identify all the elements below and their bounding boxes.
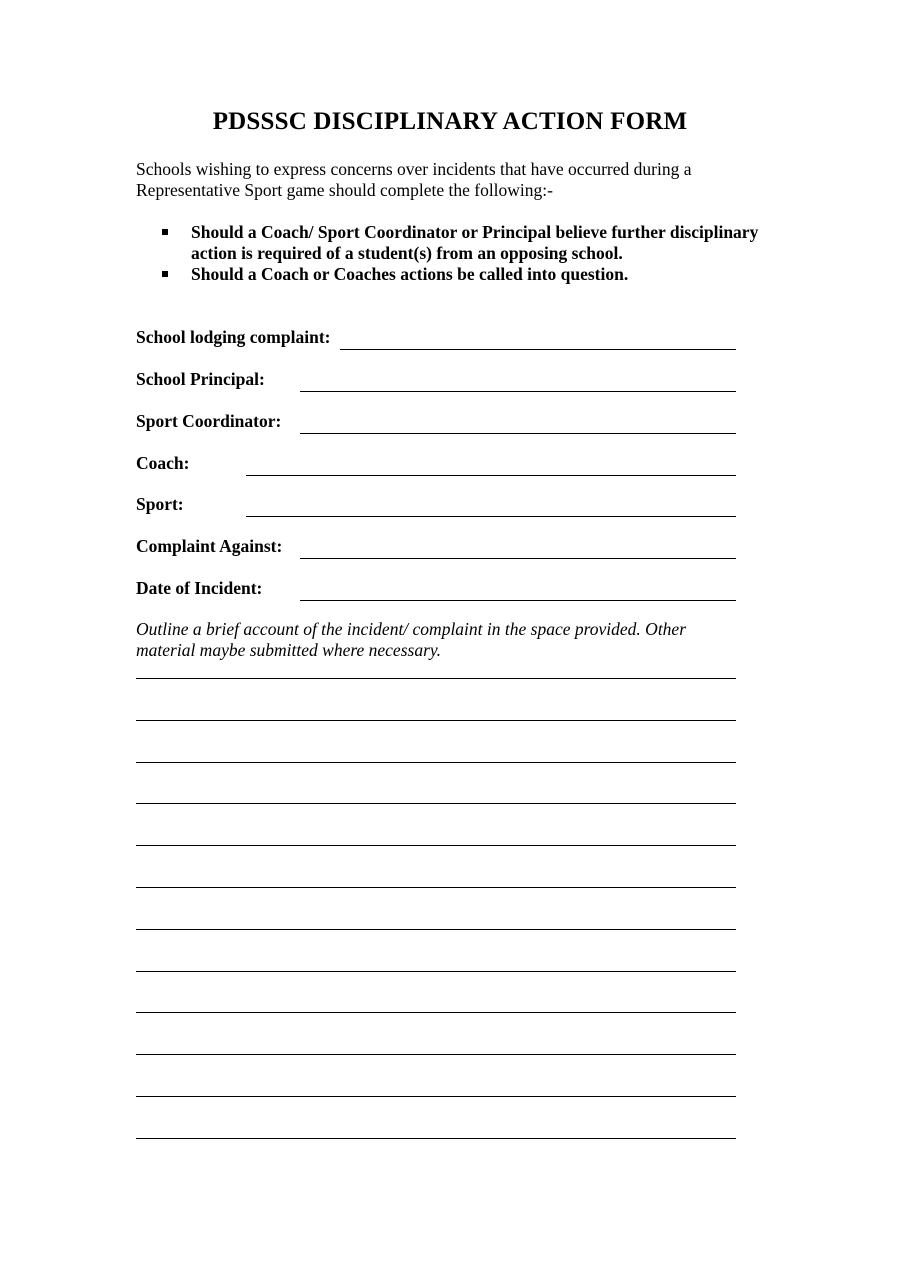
writing-line[interactable] (136, 929, 736, 930)
complaint-against-input-line[interactable] (300, 558, 736, 559)
writing-line[interactable] (136, 971, 736, 972)
school-principal-input-line[interactable] (300, 391, 736, 392)
criteria-text: Should a Coach or Coaches actions be called into question. (191, 264, 629, 284)
square-bullet-icon (162, 229, 168, 235)
coach-field (136, 452, 736, 476)
criteria-text: Should a Coach/ Sport Coordinator or Principal believe further disciplinary action is required of a student(s) from an opposing school. (191, 222, 759, 263)
criteria-item (162, 222, 762, 264)
sport-input-line[interactable] (246, 516, 736, 517)
school-lodging-input-line[interactable] (340, 349, 736, 350)
sport-label: Sport: (136, 494, 184, 514)
complaint-against-field (136, 535, 736, 559)
date-of-incident-label: Date of Incident: (136, 578, 263, 598)
coach-input-line[interactable] (246, 475, 736, 476)
writing-line[interactable] (136, 803, 736, 804)
coach-label: Coach: (136, 453, 190, 473)
sport-coordinator-input-line[interactable] (300, 433, 736, 434)
date-of-incident-input-line[interactable] (300, 600, 736, 601)
intro-paragraph: Schools wishing to express concerns over incidents that have occurred during a Representative Sport game should complete the following:- (136, 159, 692, 200)
sport-coordinator-label: Sport Coordinator: (136, 411, 282, 431)
writing-line[interactable] (136, 762, 736, 763)
school-principal-field (136, 368, 736, 392)
sport-field (136, 493, 736, 517)
writing-line[interactable] (136, 720, 736, 721)
instruction-text: Outline a brief account of the incident/ complaint in the space provided. Other material maybe submitted where necessary. (136, 619, 687, 660)
writing-line[interactable] (136, 1012, 736, 1013)
writing-line[interactable] (136, 1096, 736, 1097)
writing-line[interactable] (136, 1054, 736, 1055)
criteria-list (162, 222, 762, 285)
complaint-against-label: Complaint Against: (136, 536, 283, 556)
criteria-item (162, 264, 762, 285)
school-principal-label: School Principal: (136, 369, 265, 389)
square-bullet-icon (162, 271, 168, 277)
school-lodging-field (136, 326, 736, 350)
writing-line[interactable] (136, 678, 736, 679)
writing-line[interactable] (136, 1138, 736, 1139)
writing-line[interactable] (136, 887, 736, 888)
date-of-incident-field (136, 577, 736, 601)
writing-line[interactable] (136, 845, 736, 846)
sport-coordinator-field (136, 410, 736, 434)
form-title: PDSSSC DISCIPLINARY ACTION FORM (212, 108, 688, 135)
school-lodging-label: School lodging complaint: (136, 327, 331, 347)
